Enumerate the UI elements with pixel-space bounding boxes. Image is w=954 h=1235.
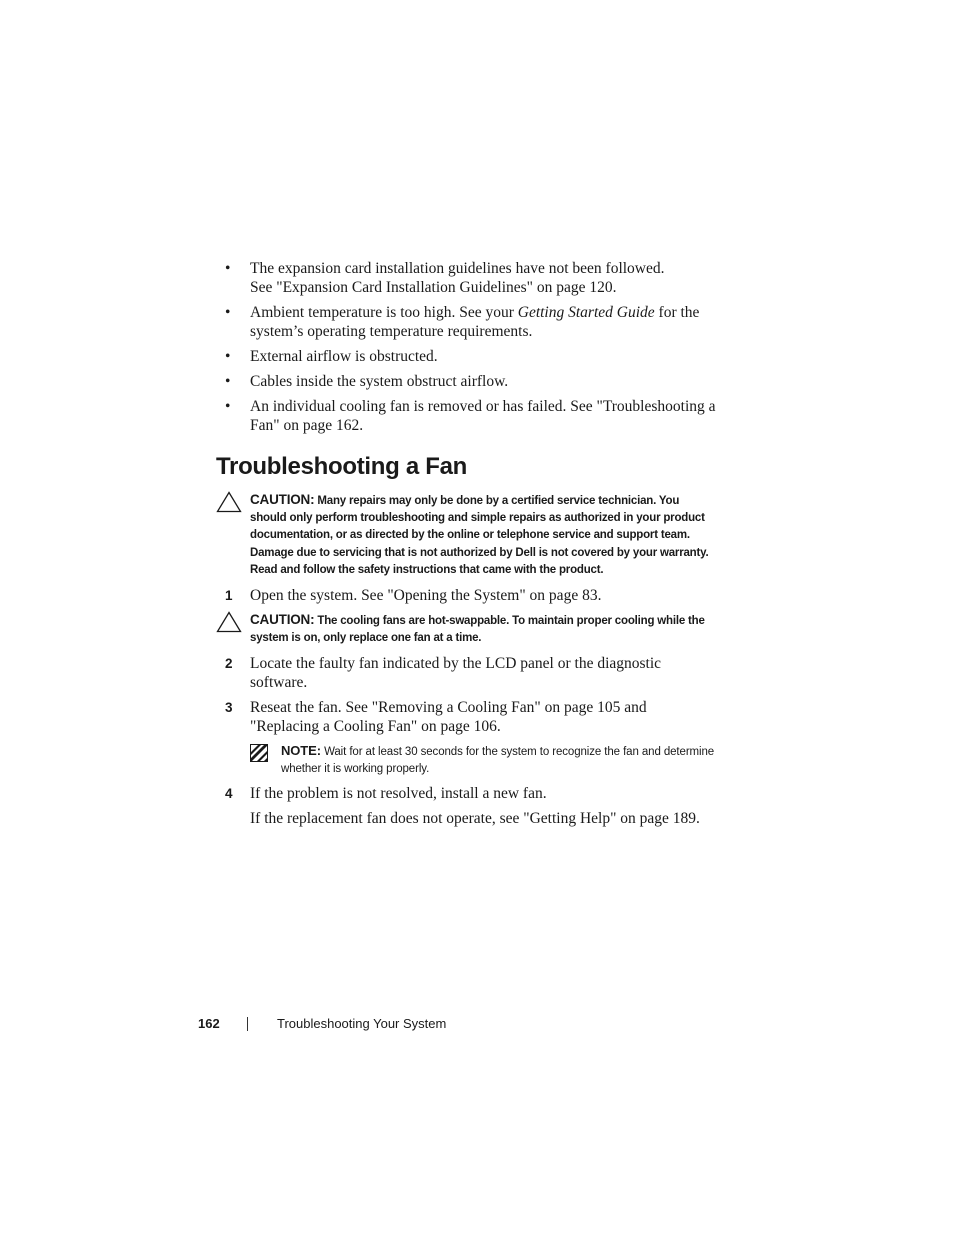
step-text: Open the system. See "Opening the System" on page 83.: [250, 587, 602, 605]
step-item: [216, 698, 716, 736]
step-number: 4: [225, 786, 233, 802]
step-text: Locate the faulty fan indicated by the LCD panel or the diagnostic software.: [250, 655, 662, 692]
step-item: [216, 586, 716, 605]
caution-body: The cooling fans are hot-swappable. To maintain proper cooling while the system is on, only replace one fan at a time.: [250, 615, 705, 645]
note-pencil-icon: [250, 744, 268, 762]
list-item-text: External airflow is obstructed.: [250, 348, 438, 365]
footer-chapter-title: Troubleshooting Your System: [277, 1016, 447, 1031]
list-item-text: See "Expansion Card Installation Guidelines" on page 120.: [250, 279, 617, 296]
step-number: 3: [225, 700, 233, 716]
caution-notice: [216, 491, 716, 579]
list-item-text: An individual cooling fan is removed or has failed. See "Troubleshooting a Fan" on page 162.: [250, 398, 716, 434]
bullet-mark: •: [225, 398, 231, 415]
caution-label: CAUTION:: [250, 492, 315, 507]
caution-triangle-icon: [216, 491, 242, 513]
step-number: 2: [225, 656, 233, 672]
caution-body: Many repairs may only be done by a certified service technician. You should only perform troubleshooting and simple repairs as authorized in your product documentation, or as directed by the online or telephone service and support team. Damage due to servicing that is not authorized by Dell is not covered by your warranty. Read and follow the safety instructions that came with the product.: [250, 495, 709, 576]
list-item: [216, 372, 716, 391]
bullet-mark: •: [225, 304, 231, 321]
step-text: Reseat the fan. See "Removing a Cooling Fan" on page 105 and "Replacing a Cooling Fan" on page 106.: [250, 699, 647, 736]
list-item: [216, 303, 716, 341]
note-label: NOTE:: [281, 743, 321, 759]
step-item: [216, 654, 716, 692]
page-content: [216, 259, 716, 834]
step-text: If the problem is not resolved, install a new fan.: [250, 785, 547, 803]
step-followup: If the replacement fan does not operate, see "Getting Help" on page 189.: [250, 810, 700, 828]
list-item: [216, 259, 716, 297]
step-item: [216, 784, 716, 803]
caution-triangle-icon: [216, 611, 242, 633]
section-heading: Troubleshooting a Fan: [216, 453, 468, 480]
book-title: Getting Started Guide: [517, 304, 655, 321]
list-item-text: The expansion card installation guidelines have not been followed.: [250, 260, 665, 277]
bullet-mark: •: [225, 348, 231, 365]
list-item-text: for the system’s operating temperature requirements.: [250, 304, 700, 340]
list-item-text: Cables inside the system obstruct airflow.: [250, 373, 509, 390]
note-notice: [216, 742, 716, 778]
cause-list: [216, 259, 716, 435]
caution-notice: [216, 611, 716, 647]
page-number: 162: [198, 1016, 220, 1031]
list-item: [216, 347, 716, 366]
list-item: [216, 397, 716, 435]
caution-label: CAUTION:: [250, 612, 315, 628]
note-body: Wait for at least 30 seconds for the system to recognize the fan and determine whether it is working properly.: [281, 746, 715, 776]
bullet-mark: •: [225, 260, 231, 277]
footer-divider: [247, 1017, 248, 1031]
step-number: 1: [225, 588, 233, 604]
list-item-text: Ambient temperature is too high. See your: [250, 304, 518, 321]
bullet-mark: •: [225, 373, 231, 390]
